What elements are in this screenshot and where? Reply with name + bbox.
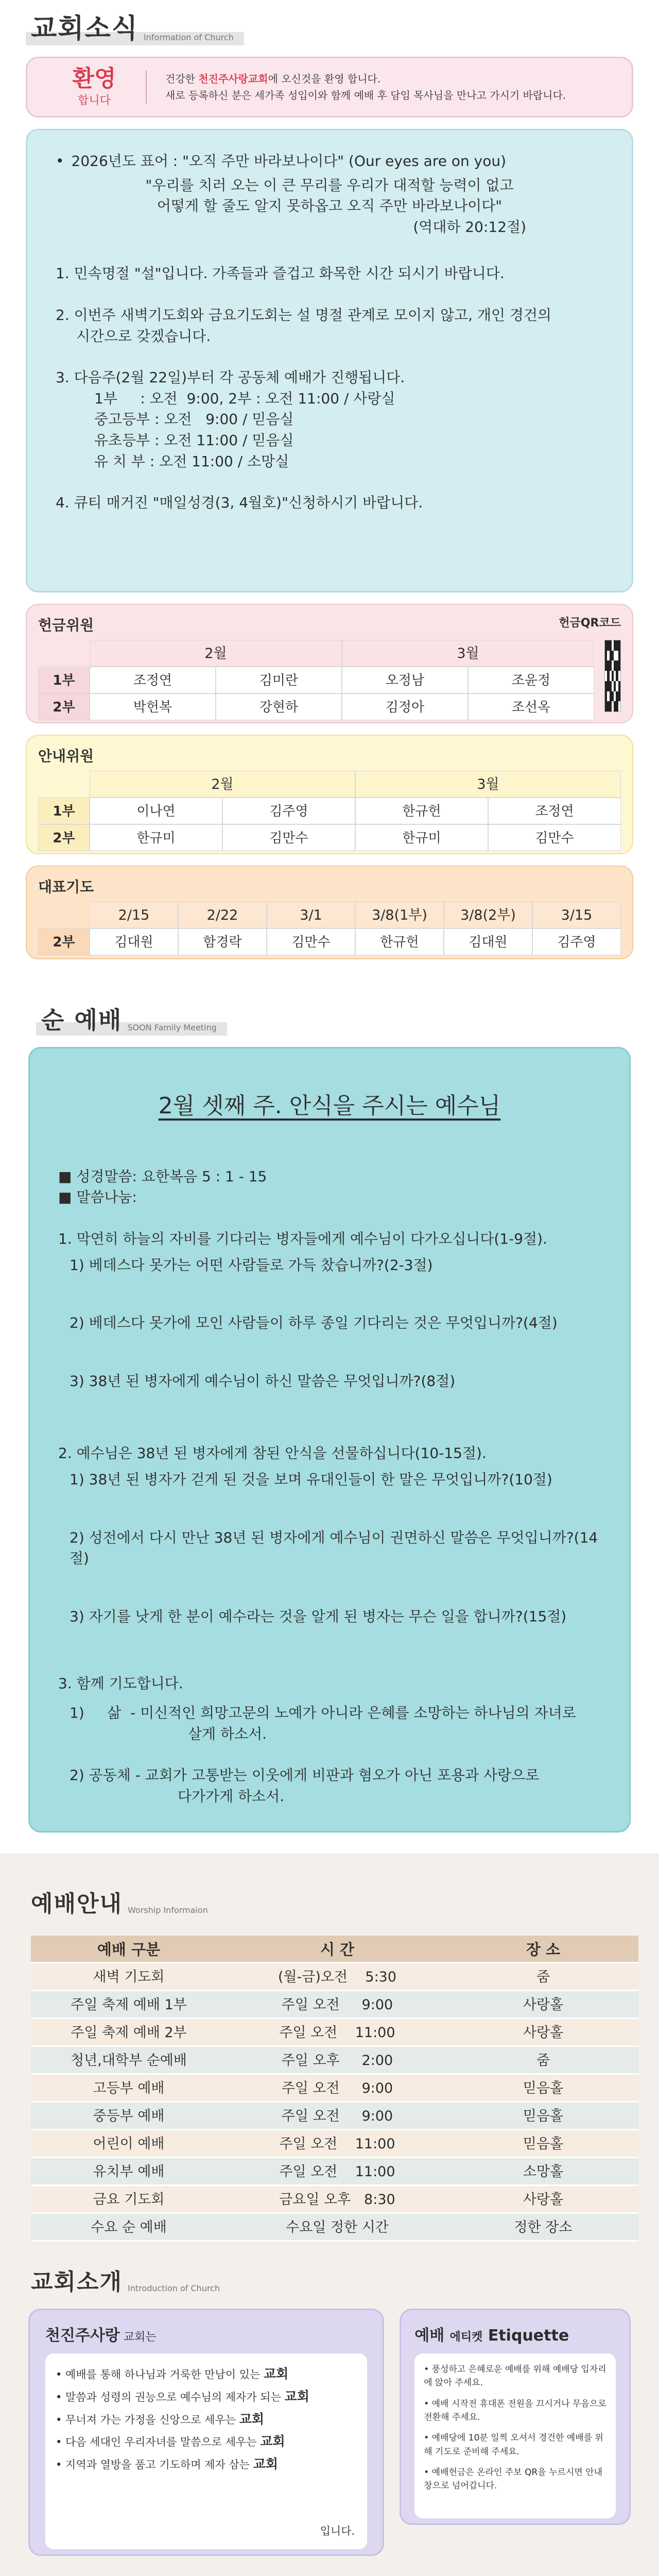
offering-row-label: 2부 xyxy=(38,693,90,720)
verse-line-2: 어떻게 할 줄도 알지 못하옵고 오직 주만 바라보나이다" xyxy=(157,197,502,215)
intro-tail: 입니다. xyxy=(320,2525,355,2538)
intro-line: • 무너져 가는 가정을 신앙으로 세우는 교회 xyxy=(56,2411,265,2427)
worship-cell: 금요 기도회 xyxy=(31,2186,227,2214)
offering-cell: 조윤정 xyxy=(468,667,594,693)
offering-cell: 강현하 xyxy=(216,693,342,720)
notice-item-3: 3. 다음주(2월 22일)부터 각 공동체 예배가 진행됩니다. 1부 : 오전 9:00, 2부 : 오전 11:00 / 사랑실 중고등부 : 오전 9:00 / 믿음실 유초등부 : 오전 11:00 / 믿음실 유 치 부 : 오전 11:00 / 소망실 xyxy=(56,367,603,472)
worship-cell: 사랑홀 xyxy=(448,2186,638,2214)
guide-table xyxy=(38,771,621,851)
soon-header xyxy=(0,959,659,1047)
guide-cell: 김주영 xyxy=(222,798,355,824)
worship-cell: 믿음홀 xyxy=(448,2103,638,2130)
worship-cell: 중등부 예배 xyxy=(31,2103,227,2130)
guide-cell: 한규미 xyxy=(355,824,488,851)
soon-headline: 2월 셋째 주. 안식을 주시는 예수님 xyxy=(158,1093,501,1119)
notice-item-4: 4. 큐티 매거진 "매일성경(3, 4월호)"신청하시기 바랍니다. xyxy=(56,494,423,512)
worship-header xyxy=(0,1884,659,1925)
guide-month-2: 3월 xyxy=(355,771,621,798)
worship-cell: 믿음홀 xyxy=(448,2075,638,2103)
worship-cell: 주일 오전 11:00 xyxy=(227,2130,448,2158)
guide-caption: 안내위원 xyxy=(38,748,94,765)
offering-cell: 김미란 xyxy=(216,667,342,693)
church-intro-box xyxy=(28,2309,384,2556)
welcome-card xyxy=(26,57,633,117)
soon-subtitle: SOON Family Meeting xyxy=(127,1023,217,1032)
worship-cell: 줌 xyxy=(448,1963,638,1991)
welcome-line-1: 건강한 천진주사랑교회에 오신것을 환영 합니다. xyxy=(165,73,381,85)
offering-qr-code[interactable] xyxy=(604,640,621,712)
worship-cell: 수요일 정한 시간 xyxy=(227,2214,448,2242)
offering-row-label: 1부 xyxy=(38,667,90,693)
etiquette-list xyxy=(414,2353,616,2518)
guide-cell: 김만수 xyxy=(488,824,621,851)
bottom-section xyxy=(0,1853,659,2576)
intro-list xyxy=(45,2353,367,2549)
offering-cell: 오정남 xyxy=(342,667,468,693)
schedule-2: 중고등부 : 오전 9:00 / 믿음실 xyxy=(94,411,294,428)
intro-line: • 다음 세대인 우리자녀를 말씀으로 세우는 교회 xyxy=(56,2434,285,2449)
soon-point-3: 3. 함께 기도합니다. xyxy=(58,1675,183,1692)
intro-line: • 지역과 열방을 품고 기도하며 제자 삼는 교회 xyxy=(56,2456,279,2471)
etiquette-item: • 풍성하고 은혜로운 예배를 위해 예배당 입자리에 앉아 주세요. xyxy=(424,2364,606,2388)
worship-cell: 고등부 예배 xyxy=(31,2075,227,2103)
rep-date: 3/15 xyxy=(532,902,621,928)
etiquette-item: • 예배당에 10분 일찍 오셔서 경건한 예배를 위해 기도로 준비해 주세요. xyxy=(424,2433,603,2457)
schedule-4: 유 치 부 : 오전 11:00 / 소망실 xyxy=(94,452,289,470)
worship-table xyxy=(31,1936,628,2242)
rep-table xyxy=(38,902,621,955)
worship-cell: 주일 오전 11:00 xyxy=(227,2158,448,2186)
etiquette-item: • 예배헌금은 온라인 주보 QR을 누르시면 안내창으로 넘어갑니다. xyxy=(424,2467,603,2492)
soon-card xyxy=(28,1047,631,1833)
offering-month-2: 3월 xyxy=(342,640,594,667)
verse-ref: (역대하 20:12절) xyxy=(413,218,526,235)
guide-month-1: 2월 xyxy=(90,771,355,798)
worship-header-cell: 예배 구분 xyxy=(31,1936,227,1963)
representative-prayer xyxy=(26,866,633,959)
soon-question: 1) 베데스다 못가는 어떤 사람들로 가득 찼습니까?(2-3절) xyxy=(70,1256,433,1274)
worship-header-cell: 장 소 xyxy=(448,1936,638,1963)
worship-cell: 소망홀 xyxy=(448,2158,638,2186)
worship-cell: 주일 오전 9:00 xyxy=(227,1991,448,2019)
guide-cell: 김만수 xyxy=(222,824,355,851)
verse xyxy=(56,175,603,238)
news-subtitle: Information of Church xyxy=(143,32,234,42)
intro-row xyxy=(28,2309,631,2556)
etiquette-title: 예배 에티켓 Etiquette xyxy=(414,2327,569,2345)
schedule-1: 1부 : 오전 9:00, 2부 : 오전 11:00 / 사랑실 xyxy=(94,389,395,407)
intro-subtitle: Introduction of Church xyxy=(128,2283,220,2293)
soon-question: 3) 38년 된 병자에게 예수님이 하신 말씀은 무엇입니까?(8절) xyxy=(70,1372,456,1389)
rep-name: 김주영 xyxy=(532,928,621,955)
rep-name: 김대원 xyxy=(90,928,178,955)
worship-title: 예배안내 xyxy=(31,1891,123,1917)
prayer-header xyxy=(0,2556,659,2576)
worship-cell: 사랑홀 xyxy=(448,1991,638,2019)
guide-committee xyxy=(26,735,633,854)
rep-date: 2/22 xyxy=(178,902,267,928)
schedule-3: 유초등부 : 오전 11:00 / 믿음실 xyxy=(94,431,294,449)
etiquette-box xyxy=(400,2309,631,2525)
worship-cell: 새벽 기도회 xyxy=(31,1963,227,1991)
worship-cell: 주일 오전 11:00 xyxy=(227,2019,448,2047)
worship-cell: 줌 xyxy=(448,2047,638,2075)
soon-prayer-2: 2) 공동체 - 교회가 고통받는 이웃에게 비판과 혐오가 아닌 포용과 사랑으로 다가가게 하소서. xyxy=(70,1767,540,1805)
intro-line: • 예배를 통해 하나님과 거룩한 만남이 있는 교회 xyxy=(56,2366,289,2381)
rep-caption: 대표기도 xyxy=(38,878,94,895)
worship-cell: 주일 축제 예배 2부 xyxy=(31,2019,227,2047)
soon-point-1: 1. 막연히 하늘의 자비를 기다리는 병자들에게 예수님이 다가오십니다(1-9절). xyxy=(58,1230,547,1247)
rep-date: 3/8(2부) xyxy=(444,902,532,928)
welcome-small: 합니다 xyxy=(78,94,111,107)
worship-cell: 정한 장소 xyxy=(448,2214,638,2242)
soon-question: 2) 성전에서 다시 만난 38년 된 병자에게 예수님이 권면하신 말씀은 무엇입니까?(14절) xyxy=(70,1529,598,1567)
qr-label: 헌금QR코드 xyxy=(559,617,621,630)
offering-cell: 박헌복 xyxy=(90,693,216,720)
worship-cell: 주일 오전 9:00 xyxy=(227,2103,448,2130)
intro-title: 교회소개 xyxy=(31,2269,123,2295)
offering-committee xyxy=(26,604,633,723)
etiquette-item: • 예배 시작전 휴대폰 전원을 끄시거나 무음으로 전환해 주세요. xyxy=(424,2398,606,2423)
worship-cell: 금요일 오후 8:30 xyxy=(227,2186,448,2214)
notice-card xyxy=(26,129,633,592)
prayer-title xyxy=(31,2572,168,2576)
soon-scripture: ■ 성경말씀: 요한복음 5 : 1 - 15 xyxy=(58,1167,267,1185)
news-title: 교회소식 xyxy=(31,13,138,44)
offering-table xyxy=(38,640,594,720)
rep-date: 3/8(1부) xyxy=(355,902,444,928)
news-header xyxy=(0,0,659,57)
worship-cell: 사랑홀 xyxy=(448,2019,638,2047)
rep-row-label: 2부 xyxy=(38,928,90,955)
notice-item-2: 2. 이번주 새벽기도회와 금요기도회는 설 명절 관계로 모이지 않고, 개인 경건의 시간으로 갖겠습니다. xyxy=(56,306,552,345)
rep-name: 김대원 xyxy=(444,928,532,955)
worship-cell: 수요 순 예배 xyxy=(31,2214,227,2242)
soon-point-2: 2. 예수님은 38년 된 병자에게 참된 안식을 선물하십니다(10-15절). xyxy=(58,1445,487,1462)
worship-cell: 주일 축제 예배 1부 xyxy=(31,1991,227,2019)
guide-row-label: 2부 xyxy=(38,824,90,851)
rep-date: 2/15 xyxy=(90,902,178,928)
worship-cell: 어린이 예배 xyxy=(31,2130,227,2158)
soon-question: 2) 베데스다 못가에 모인 사람들이 하루 종일 기다리는 것은 무엇입니까?(4절) xyxy=(70,1314,558,1332)
rep-name: 함경락 xyxy=(178,928,267,955)
guide-row-label: 1부 xyxy=(38,798,90,824)
intro-box-title: 천진주사랑 교회는 xyxy=(45,2327,157,2345)
worship-cell: (월-금)오전 5:30 xyxy=(227,1963,448,1991)
worship-cell: 유치부 예배 xyxy=(31,2158,227,2186)
welcome-line-2: 새로 등록하신 분은 세가족 성입이와 함께 예배 후 담임 목사님을 만나고 가시기 바랍니다. xyxy=(165,89,566,101)
intro-line: • 말씀과 성령의 권능으로 예수님의 제자가 되는 교회 xyxy=(56,2388,309,2404)
soon-question: 3) 자기를 낫게 한 분이 예수라는 것을 알게 된 병자는 무슨 일을 합니까?(15절) xyxy=(70,1607,567,1625)
worship-header-cell: 시 간 xyxy=(227,1936,448,1963)
worship-cell: 청년,대학부 순예배 xyxy=(31,2047,227,2075)
offering-cell: 조정연 xyxy=(90,667,216,693)
worship-subtitle: Worship Informaion xyxy=(128,1905,208,1915)
welcome-text xyxy=(146,71,566,104)
guide-cell: 조정연 xyxy=(488,798,621,824)
offering-month-1: 2월 xyxy=(90,640,342,667)
notice-item-1: 1. 민속명절 "설"입니다. 가족들과 즐겁고 화목한 시간 되시기 바랍니다. xyxy=(56,265,505,282)
verse-line-1: "우리를 치러 오는 이 큰 무리를 우리가 대적할 능력이 없고 xyxy=(145,176,514,194)
offering-cell: 김정아 xyxy=(342,693,468,720)
intro-header xyxy=(0,2252,659,2303)
soon-question: 1) 38년 된 병자가 걷게 된 것을 보며 유대인들이 한 말은 무엇입니까?(10절) xyxy=(70,1470,552,1488)
guide-cell: 한규헌 xyxy=(355,798,488,824)
soon-sharing: ■ 말씀나눔: xyxy=(58,1189,137,1206)
worship-cell: 주일 오전 9:00 xyxy=(227,2075,448,2103)
worship-cell: 믿음홀 xyxy=(448,2130,638,2158)
soon-title: 순 예배 xyxy=(41,1006,123,1034)
rep-date: 3/1 xyxy=(267,902,355,928)
welcome-big: 환영 xyxy=(72,65,116,92)
motto: • 2026년도 표어 : "오직 주만 바라보나이다" (Our eyes are on you) xyxy=(56,152,507,170)
offering-cell: 조선옥 xyxy=(468,693,594,720)
welcome-badge xyxy=(43,66,146,107)
soon-prayer-1: 1) 삶 - 미신적인 희망고문의 노예가 아니라 은혜를 소망하는 하나님의 자녀로 살게 하소서. xyxy=(70,1704,576,1742)
rep-name: 김만수 xyxy=(267,928,355,955)
offering-caption: 헌금위원 xyxy=(38,617,94,634)
worship-cell: 주일 오후 2:00 xyxy=(227,2047,448,2075)
rep-name: 한규헌 xyxy=(355,928,444,955)
guide-cell: 이나연 xyxy=(90,798,222,824)
guide-cell: 한규미 xyxy=(90,824,222,851)
